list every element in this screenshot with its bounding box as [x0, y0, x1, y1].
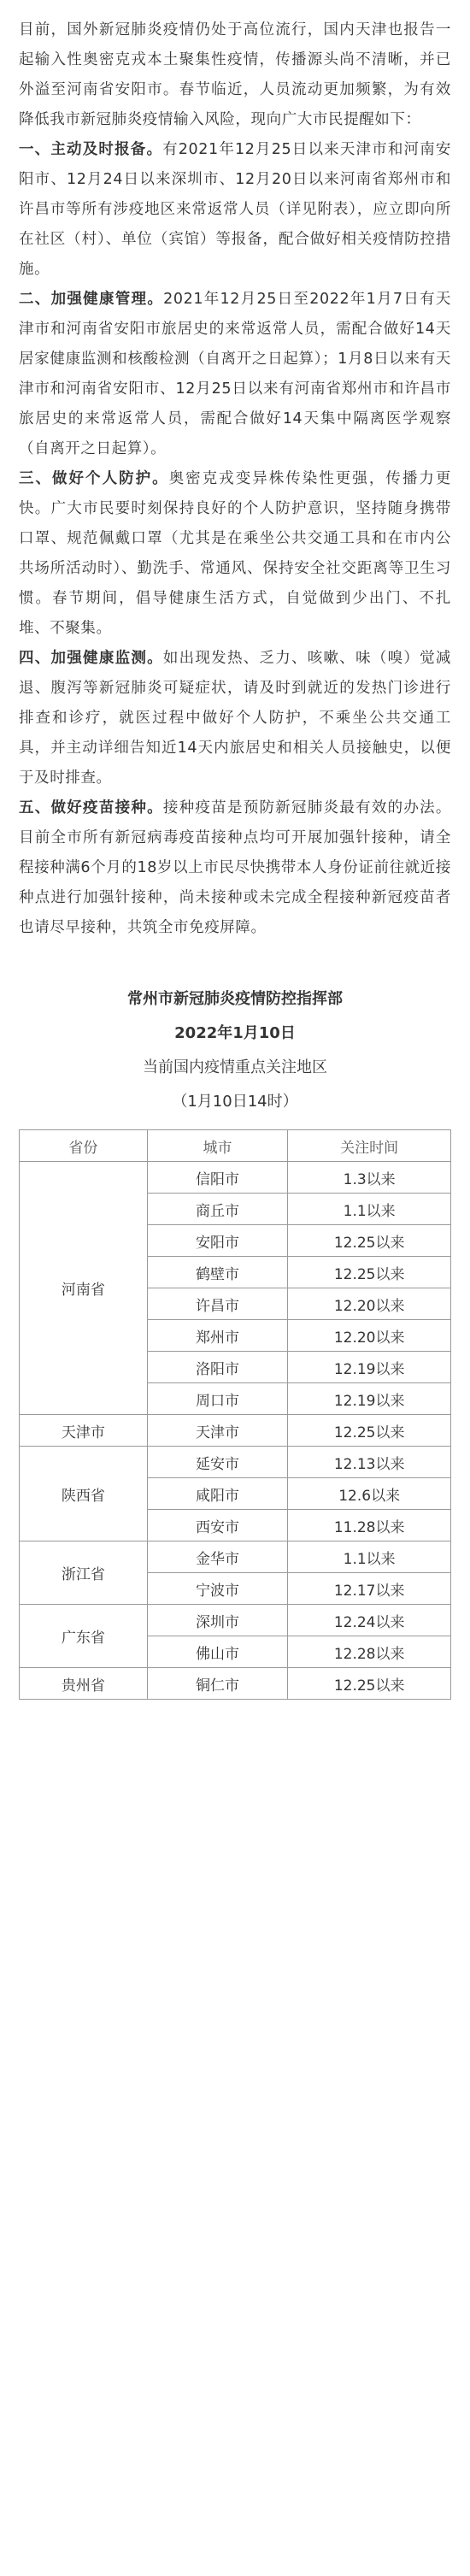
section-report: [19, 135, 451, 285]
city-cell: 宁波市: [147, 1573, 288, 1605]
table-body: [20, 1162, 451, 1700]
table-title: 当前国内疫情重点关注地区: [143, 1058, 327, 1076]
issue-date: 2022年1月10日: [174, 1024, 296, 1042]
header-province: 省份: [20, 1130, 148, 1162]
section-personal-protection: [19, 464, 451, 644]
table-row: [20, 1668, 451, 1700]
city-cell: 西安市: [147, 1510, 288, 1541]
time-cell: 12.25以来: [288, 1415, 451, 1447]
time-cell: 11.28以来: [288, 1510, 451, 1541]
province-cell: 浙江省: [20, 1541, 148, 1605]
time-cell: 12.25以来: [288, 1225, 451, 1257]
city-cell: 延安市: [147, 1447, 288, 1478]
time-cell: 12.6以来: [288, 1478, 451, 1510]
time-cell: 12.25以来: [288, 1668, 451, 1700]
time-cell: 1.3以来: [288, 1162, 451, 1194]
intro-paragraph: 目前，国外新冠肺炎疫情仍处于高位流行，国内天津也报告一起输入性奥密克戎本土聚集性疫情，传播源头尚不清晰，并已外溢至河南省安阳市。春节临近，人员流动更加频繁，为有效降低我市新冠肺炎疫情输入风险，现向广大市民提醒如下：: [19, 21, 451, 128]
table-row: [20, 1447, 451, 1478]
city-cell: 许昌市: [147, 1288, 288, 1320]
section-body: 有2021年12月25日以来天津市和河南安阳市、12月24日以来深圳市、12月20日以来河南省郑州市和许昌市等所有涉疫地区来常返常人员（详见附表），应立即向所在社区（村）、单位（宾馆）等报备，配合做好相关疫情防控措施。: [19, 141, 451, 278]
section-heading: 五、做好疫苗接种。: [19, 799, 163, 816]
time-cell: 12.13以来: [288, 1447, 451, 1478]
issuing-organization: 常州市新冠肺炎疫情防控指挥部: [127, 990, 343, 1008]
section-heading: 四、加强健康监测。: [19, 650, 163, 667]
table-header-row: [20, 1130, 451, 1162]
city-cell: 洛阳市: [147, 1352, 288, 1383]
province-cell: 陕西省: [20, 1447, 148, 1541]
time-cell: 12.25以来: [288, 1257, 451, 1288]
section-health-management: [19, 285, 451, 464]
city-cell: 周口市: [147, 1383, 288, 1415]
city-cell: 咸阳市: [147, 1478, 288, 1510]
city-cell: 信阳市: [147, 1162, 288, 1194]
section-heading: 三、做好个人防护。: [19, 470, 169, 487]
time-cell: 1.1以来: [288, 1194, 451, 1225]
header-time: 关注时间: [288, 1130, 451, 1162]
province-cell: 河南省: [20, 1162, 148, 1415]
time-cell: 12.19以来: [288, 1352, 451, 1383]
section-body: 2021年12月25日至2022年1月7日有天津市和河南省安阳市旅居史的来常返常人员，需配合做好14天居家健康监测和核酸检测（自离开之日起算）；1月8日以来有天津市和河南省安阳市、12月25日以来有河南省郑州市和许昌市旅居史的来常返常人员，需配合做好14天集中隔离医学观察（自离开之日起算）。: [19, 291, 451, 457]
time-cell: 12.17以来: [288, 1573, 451, 1605]
section-heading: 二、加强健康管理。: [19, 291, 164, 308]
city-cell: 深圳市: [147, 1605, 288, 1636]
section-body: 奥密克戎变异株传染性更强，传播力更快。广大市民要时刻保持良好的个人防护意识，坚持随身携带口罩、规范佩戴口罩（尤其是在乘坐公共交通工具和在市内公共场所活动时）、勤洗手、常通风、保持安全社交距离等卫生习惯。春节期间，倡导健康生活方式，自觉做到少出门、不扎堆、不聚集。: [19, 470, 451, 637]
section-health-monitoring: [19, 644, 451, 793]
time-cell: 12.20以来: [288, 1320, 451, 1352]
section-heading: 一、主动及时报备。: [19, 141, 163, 158]
table-row: [20, 1541, 451, 1573]
time-cell: 1.1以来: [288, 1541, 451, 1573]
city-cell: 铜仁市: [147, 1668, 288, 1700]
city-cell: 鹤壁市: [147, 1257, 288, 1288]
section-body: 如出现发热、乏力、咳嗽、味（嗅）觉减退、腹泻等新冠肺炎可疑症状，请及时到就近的发热门诊进行排查和诊疗，就医过程中做好个人防护，不乘坐公共交通工具，并主动详细告知近14天内旅居史和相关人员接触史，以便于及时排查。: [19, 650, 451, 787]
header-city: 城市: [147, 1130, 288, 1162]
section-body: 接种疫苗是预防新冠肺炎最有效的办法。目前全市所有新冠病毒疫苗接种点均可开展加强针接种，请全程接种满6个月的18岁以上市民尽快携带本人身份证前往就近接种点进行加强针接种，尚未接种或未完成全程接种新冠疫苗者也请尽早接种，共筑全市免疫屏障。: [19, 799, 451, 936]
city-cell: 商丘市: [147, 1194, 288, 1225]
table-row: [20, 1415, 451, 1447]
signature-block: [19, 982, 451, 1119]
city-cell: 郑州市: [147, 1320, 288, 1352]
table-timestamp: （1月10日14时）: [172, 1093, 298, 1111]
province-cell: 广东省: [20, 1605, 148, 1668]
city-cell: 天津市: [147, 1415, 288, 1447]
city-cell: 金华市: [147, 1541, 288, 1573]
risk-areas-table: [19, 1129, 451, 1700]
province-cell: 天津市: [20, 1415, 148, 1447]
province-cell: 贵州省: [20, 1668, 148, 1700]
city-cell: 佛山市: [147, 1636, 288, 1668]
time-cell: 12.28以来: [288, 1636, 451, 1668]
table-row: [20, 1162, 451, 1194]
city-cell: 安阳市: [147, 1225, 288, 1257]
time-cell: 12.19以来: [288, 1383, 451, 1415]
section-vaccination: [19, 793, 451, 943]
time-cell: 12.20以来: [288, 1288, 451, 1320]
time-cell: 12.24以来: [288, 1605, 451, 1636]
table-row: [20, 1605, 451, 1636]
